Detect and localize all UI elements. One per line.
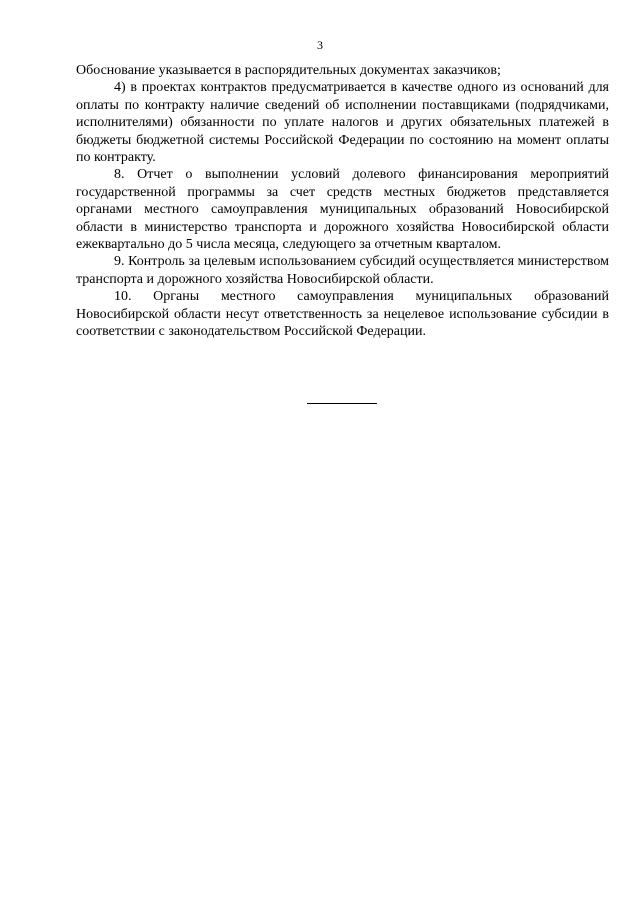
paragraph-item-9: 9. Контроль за целевым использованием субсидий осуществляется министерством транспорта и дорожного хозяйства Новосибирской области. xyxy=(76,254,609,287)
paragraph-continuation: Обоснование указывается в распорядительных документах заказчиков; xyxy=(76,63,501,78)
page-number: 3 xyxy=(317,38,323,52)
document-body xyxy=(76,62,609,341)
paragraph-item-10: 10. Органы местного самоуправления муниципальных образований Новосибирской области несут ответственность за нецелевое использование субсидии в соответствии с законодательством Российской Федерации. xyxy=(76,289,609,340)
end-divider-line xyxy=(307,403,377,404)
paragraph-item-8: 8. Отчет о выполнении условий долевого финансирования мероприятий государственной программы за счет средств местных бюджетов представляется органами местного самоуправления муниципальных образований Новосибирской области в министерство транспорта и дорожного хозяйства Новосибирской области ежеквартально до 5 числа месяца, следующего за отчетным кварталом. xyxy=(76,167,609,253)
paragraph-item-4: 4) в проектах контрактов предусматривается в качестве одного из оснований для оплаты по контракту наличие сведений об исполнении поставщиками (подрядчиками, исполнителями) обязанности по уплате налогов и других обязательных платежей в бюджеты бюджетной системы Российской Федерации по состоянию на момент оплаты по контракту. xyxy=(76,80,609,166)
